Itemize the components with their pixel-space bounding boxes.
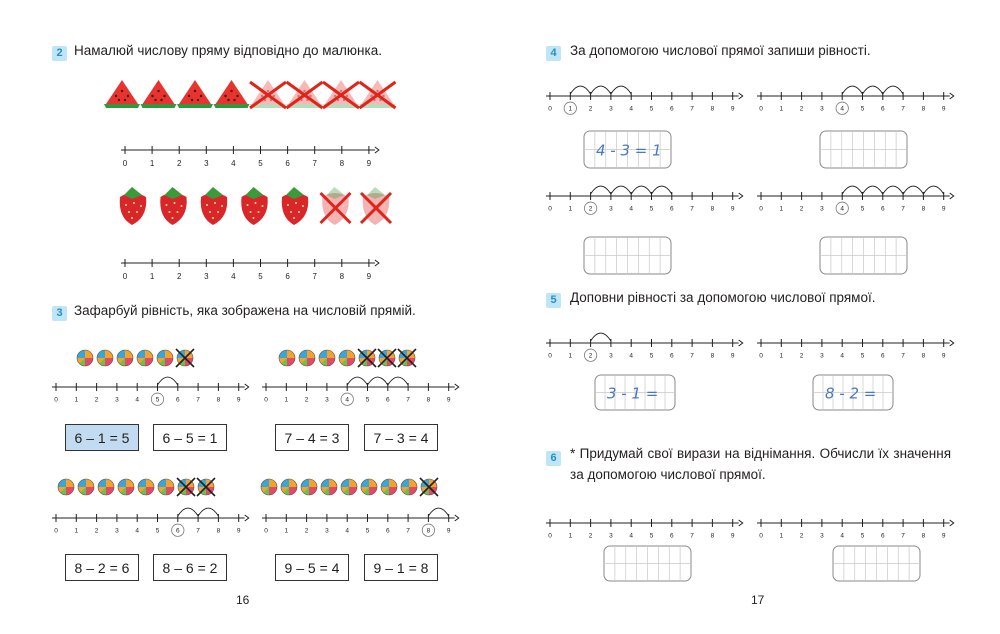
- number-line-tick-label: 2: [799, 352, 804, 360]
- watermelon-icon: [177, 80, 213, 108]
- jump-arc: [631, 186, 651, 194]
- number-line-tick-label: 6: [880, 205, 885, 213]
- number-line-arrow: [455, 515, 459, 521]
- handwritten-answer: 3 - 1 =: [607, 384, 659, 403]
- equation-option-box[interactable]: 6 – 1 = 5: [65, 424, 139, 451]
- number-line-tick-label: 8: [710, 352, 715, 360]
- number-line-tick-label: 6: [669, 205, 674, 213]
- handwritten-answer: 4 - 3 = 1: [596, 141, 662, 160]
- equation-option-box[interactable]: 9 – 5 = 4: [275, 554, 349, 581]
- number-line-tick-label: 3: [609, 352, 613, 360]
- answer-grid-box: [595, 375, 675, 410]
- number-line-tick-label: 0: [759, 532, 763, 540]
- number-line-arrow: [950, 193, 954, 199]
- number-line-tick-label: 9: [941, 532, 946, 540]
- number-line-tick-label: 3: [204, 272, 209, 281]
- number-line-arrow: [245, 515, 249, 521]
- number-line-tick-label: 8: [710, 105, 715, 113]
- jump-arc: [611, 186, 631, 194]
- ball-icon: [97, 350, 113, 366]
- ball-icon: [339, 350, 355, 366]
- number-line: [757, 186, 954, 214]
- strawberry-icon: [282, 187, 308, 225]
- number-line-tick-label: 0: [759, 105, 763, 113]
- number-line-tick-label: 7: [901, 205, 905, 213]
- number-line-tick-label: 1: [779, 532, 784, 540]
- crossed-watermelon-icon: [250, 80, 286, 108]
- number-line-tick-label: 9: [730, 205, 735, 213]
- number-line-tick-label: 0: [122, 272, 128, 281]
- number-line-tick-label: 7: [690, 205, 694, 213]
- number-line-tick-label: 3: [115, 396, 119, 404]
- number-line-tick-label: 3: [820, 205, 824, 213]
- crossed-ball-icon: [420, 478, 438, 496]
- task2-instruction: Намалюй числову пряму відповідно до малюнка.: [74, 43, 382, 58]
- number-line-arrow: [245, 384, 249, 390]
- number-line: [757, 86, 954, 114]
- number-line-tick-label: 8: [710, 205, 715, 213]
- number-line-tick-label: 8: [216, 527, 221, 535]
- jump-arc: [178, 508, 198, 516]
- number-line-tick-label: 7: [690, 352, 694, 360]
- number-line-tick-label: 0: [54, 527, 58, 535]
- jump-arc: [158, 377, 178, 385]
- number-line-tick-label: 3: [204, 159, 209, 168]
- task6-number-badge: 6: [546, 451, 561, 466]
- number-line-tick-label: 8: [339, 272, 345, 281]
- number-line-arrow: [950, 520, 954, 526]
- number-line-tick-label: 1: [149, 272, 155, 281]
- number-line-arrow: [739, 93, 743, 99]
- number-line-tick-label: 7: [196, 396, 200, 404]
- answer-grid-box: [813, 375, 893, 410]
- number-line-tick-label: 1: [568, 352, 573, 360]
- ball-icon: [361, 479, 377, 495]
- number-line-tick-label: 5: [155, 396, 160, 404]
- number-line-tick-label: 8: [921, 105, 926, 113]
- number-line-tick-label: 2: [588, 105, 593, 113]
- number-line-tick-label: 2: [588, 205, 593, 213]
- number-line-tick-label: 8: [426, 527, 431, 535]
- number-line-tick-label: 5: [649, 352, 654, 360]
- number-line-tick-label: 7: [901, 532, 905, 540]
- crossed-ball-icon: [378, 349, 396, 367]
- jump-arc: [652, 186, 672, 194]
- number-line-tick-label: 2: [304, 527, 309, 535]
- task3-instruction: Зафарбуй рівність, яка зображена на числовій прямій.: [74, 303, 416, 318]
- number-line-tick-label: 5: [860, 205, 865, 213]
- task4-number-badge: 4: [546, 46, 561, 61]
- number-line-tick-label: 3: [609, 105, 613, 113]
- crossed-ball-icon: [176, 349, 194, 367]
- number-line-tick-label: 2: [799, 105, 804, 113]
- ball-icon: [77, 350, 93, 366]
- ball-icon: [78, 479, 94, 495]
- number-line-tick-label: 7: [901, 352, 905, 360]
- number-line-tick-label: 4: [345, 527, 350, 535]
- number-line-tick-label: 5: [860, 532, 865, 540]
- answer-grid-box: [820, 131, 907, 168]
- number-line-tick-label: 6: [669, 105, 674, 113]
- number-line-tick-label: 4: [840, 532, 845, 540]
- number-line-tick-label: 9: [941, 352, 946, 360]
- jump-arc: [368, 377, 388, 385]
- crossed-strawberry-icon: [321, 187, 351, 225]
- jump-arc: [903, 186, 923, 194]
- number-line-tick-label: 3: [820, 105, 824, 113]
- number-line-tick-label: 6: [285, 159, 290, 168]
- ball-icon: [261, 479, 277, 495]
- number-line-tick-label: 8: [426, 396, 431, 404]
- number-line-tick-label: 9: [941, 205, 946, 213]
- ball-icon: [301, 479, 317, 495]
- equation-option-box[interactable]: 8 – 2 = 6: [65, 554, 139, 581]
- number-line-tick-label: 1: [284, 396, 289, 404]
- answer-grid-box: [604, 546, 691, 581]
- number-line-tick-label: 8: [921, 532, 926, 540]
- number-line-tick-label: 9: [366, 159, 372, 168]
- crossed-watermelon-icon: [323, 80, 359, 108]
- crossed-ball-icon: [197, 478, 215, 496]
- ball-icon: [319, 350, 335, 366]
- jump-arc: [842, 186, 862, 194]
- number-line-tick-label: 3: [820, 352, 824, 360]
- jump-arc: [611, 86, 631, 94]
- number-line-arrow: [375, 147, 379, 153]
- number-line-tick-label: 7: [406, 527, 410, 535]
- number-line-tick-label: 6: [285, 272, 290, 281]
- equation-option-box[interactable]: 6 – 5 = 1: [153, 424, 227, 451]
- number-line-tick-label: 2: [588, 352, 593, 360]
- jump-arc: [570, 86, 590, 94]
- number-line: [262, 377, 459, 405]
- number-line-tick-label: 8: [921, 352, 926, 360]
- number-line: [121, 146, 379, 168]
- number-line: [546, 333, 743, 361]
- jump-arc: [388, 377, 408, 385]
- number-line-tick-label: 7: [690, 532, 694, 540]
- watermelon-icon: [104, 80, 140, 108]
- number-line-tick-label: 7: [690, 105, 694, 113]
- number-line-tick-label: 9: [236, 396, 241, 404]
- ball-icon: [401, 479, 417, 495]
- number-line-tick-label: 6: [880, 105, 885, 113]
- number-line-tick-label: 2: [94, 396, 99, 404]
- number-line-tick-label: 4: [840, 205, 845, 213]
- handwritten-answer: 8 - 2 =: [825, 384, 877, 403]
- watermelon-icon: [141, 80, 177, 108]
- number-line-tick-label: 4: [629, 205, 634, 213]
- number-line-tick-label: 1: [568, 205, 573, 213]
- number-line-tick-label: 4: [840, 352, 845, 360]
- task5-instruction: Доповни рівності за допомогою числової прямої.: [570, 290, 876, 305]
- number-line-tick-label: 8: [216, 396, 221, 404]
- number-line-tick-label: 3: [325, 396, 329, 404]
- crossed-watermelon-icon: [287, 80, 323, 108]
- number-line-tick-label: 6: [385, 527, 390, 535]
- strawberry-icon: [120, 187, 146, 225]
- number-line-tick-label: 6: [669, 532, 674, 540]
- number-line-tick-label: 6: [175, 396, 180, 404]
- number-line-tick-label: 7: [406, 396, 410, 404]
- number-line-tick-label: 4: [135, 396, 140, 404]
- number-line-tick-label: 6: [880, 352, 885, 360]
- number-line-tick-label: 4: [629, 532, 634, 540]
- number-line-tick-label: 5: [365, 527, 370, 535]
- number-line-tick-label: 2: [588, 532, 593, 540]
- number-line-tick-label: 4: [840, 105, 845, 113]
- number-line-tick-label: 9: [941, 105, 946, 113]
- page-number-right: 17: [751, 593, 765, 607]
- ball-icon: [137, 350, 153, 366]
- number-line-tick-label: 3: [609, 205, 613, 213]
- number-line-tick-label: 9: [366, 272, 372, 281]
- number-line-tick-label: 5: [258, 159, 263, 168]
- crossed-strawberry-icon: [361, 187, 391, 225]
- answer-grid-box: [833, 546, 920, 581]
- number-line-tick-label: 9: [236, 527, 241, 535]
- jump-arc: [923, 186, 943, 194]
- task3-number-badge: 3: [52, 306, 67, 321]
- answer-grid-box: [584, 131, 671, 168]
- number-line-tick-label: 4: [135, 527, 140, 535]
- number-line-tick-label: 0: [264, 396, 268, 404]
- strawberry-icon: [241, 187, 267, 225]
- equation-option-box[interactable]: 8 – 6 = 2: [153, 554, 227, 581]
- jump-arc: [883, 186, 903, 194]
- jump-arc: [198, 508, 218, 516]
- number-line-tick-label: 7: [901, 105, 905, 113]
- number-line-tick-label: 9: [730, 532, 735, 540]
- ball-icon: [118, 479, 134, 495]
- number-line-tick-label: 0: [548, 105, 552, 113]
- number-line-tick-label: 9: [730, 352, 735, 360]
- number-line-tick-label: 8: [339, 159, 345, 168]
- number-line-tick-label: 2: [94, 527, 99, 535]
- number-line-tick-label: 0: [548, 532, 552, 540]
- jump-arc: [591, 86, 611, 94]
- number-line-tick-label: 9: [446, 527, 451, 535]
- number-line-arrow: [739, 340, 743, 346]
- number-line-arrow: [455, 384, 459, 390]
- ball-icon: [279, 350, 295, 366]
- number-line-tick-label: 0: [122, 159, 128, 168]
- number-line-tick-label: 1: [568, 532, 573, 540]
- number-line-tick-label: 1: [779, 352, 784, 360]
- number-line: [52, 377, 249, 405]
- number-line-arrow: [950, 93, 954, 99]
- equation-option-box[interactable]: 9 – 1 = 8: [364, 554, 438, 581]
- task6-instruction: * Придумай свої вирази на віднімання. Обчисли їх значення за допомогою числової прямої.: [570, 446, 951, 482]
- ball-icon: [98, 479, 114, 495]
- equation-option-box[interactable]: 7 – 3 = 4: [364, 424, 438, 451]
- number-line-tick-label: 3: [820, 532, 824, 540]
- number-line-tick-label: 2: [799, 205, 804, 213]
- jump-arc: [428, 508, 448, 516]
- ball-icon: [117, 350, 133, 366]
- jump-arc: [863, 86, 883, 94]
- ball-icon: [341, 479, 357, 495]
- number-line-tick-label: 4: [629, 352, 634, 360]
- watermelon-icon: [214, 80, 250, 108]
- crossed-watermelon-icon: [360, 80, 396, 108]
- number-line-tick-label: 5: [649, 532, 654, 540]
- number-line-tick-label: 7: [312, 159, 317, 168]
- jump-arc: [591, 333, 611, 341]
- number-line-tick-label: 8: [710, 532, 715, 540]
- number-line-tick-label: 0: [548, 352, 552, 360]
- number-line-arrow: [739, 520, 743, 526]
- crossed-ball-icon: [177, 478, 195, 496]
- number-line-tick-label: 1: [568, 105, 573, 113]
- number-line-tick-label: 5: [860, 352, 865, 360]
- number-line: [121, 259, 379, 281]
- number-line-tick-label: 5: [365, 396, 370, 404]
- number-line-tick-label: 8: [921, 205, 926, 213]
- ball-icon: [281, 479, 297, 495]
- number-line-arrow: [739, 193, 743, 199]
- number-line-tick-label: 6: [669, 352, 674, 360]
- ball-icon: [158, 479, 174, 495]
- number-line-tick-label: 5: [258, 272, 263, 281]
- number-line-tick-label: 0: [759, 352, 763, 360]
- number-line-tick-label: 4: [345, 396, 350, 404]
- number-line-tick-label: 2: [176, 159, 182, 168]
- number-line: [546, 186, 743, 214]
- ball-icon: [299, 350, 315, 366]
- number-line-tick-label: 2: [799, 532, 804, 540]
- number-line-tick-label: 1: [74, 527, 79, 535]
- number-line-tick-label: 4: [231, 159, 236, 168]
- task5-number-badge: 5: [546, 293, 561, 308]
- number-line-tick-label: 5: [155, 527, 160, 535]
- ball-icon: [157, 350, 173, 366]
- ball-icon: [58, 479, 74, 495]
- ball-icon: [321, 479, 337, 495]
- strawberry-icon: [201, 187, 227, 225]
- number-line-tick-label: 7: [312, 272, 317, 281]
- jump-arc: [883, 86, 903, 94]
- number-line-tick-label: 6: [880, 532, 885, 540]
- number-line-tick-label: 0: [264, 527, 268, 535]
- number-line-tick-label: 3: [325, 527, 329, 535]
- answer-grid-box: [820, 237, 907, 274]
- number-line-tick-label: 2: [304, 396, 309, 404]
- number-line: [757, 519, 954, 540]
- ball-icon: [138, 479, 154, 495]
- number-line-tick-label: 5: [649, 205, 654, 213]
- jump-arc: [591, 186, 611, 194]
- jump-arc: [842, 86, 862, 94]
- number-line: [52, 508, 249, 536]
- number-line-tick-label: 1: [74, 396, 79, 404]
- number-line-tick-label: 1: [779, 105, 784, 113]
- number-line-tick-label: 4: [629, 105, 634, 113]
- number-line-tick-label: 0: [54, 396, 58, 404]
- task4-instruction: За допомогою числової прямої запиши рівності.: [570, 43, 871, 58]
- number-line: [757, 339, 954, 360]
- number-line-tick-label: 4: [231, 272, 236, 281]
- number-line-tick-label: 1: [779, 205, 784, 213]
- answer-grid-box: [584, 237, 671, 274]
- number-line-arrow: [375, 260, 379, 266]
- number-line-tick-label: 7: [196, 527, 200, 535]
- number-line-tick-label: 6: [385, 396, 390, 404]
- number-line-tick-label: 9: [446, 396, 451, 404]
- number-line: [262, 508, 459, 536]
- jump-arc: [347, 377, 367, 385]
- number-line-tick-label: 5: [649, 105, 654, 113]
- right-page-illustrations: [500, 0, 1000, 634]
- crossed-ball-icon: [358, 349, 376, 367]
- number-line-tick-label: 0: [548, 205, 552, 213]
- number-line-tick-label: 1: [149, 159, 155, 168]
- ball-icon: [381, 479, 397, 495]
- number-line-tick-label: 9: [730, 105, 735, 113]
- number-line-arrow: [950, 340, 954, 346]
- number-line-tick-label: 3: [115, 527, 119, 535]
- equation-option-box[interactable]: 7 – 4 = 3: [275, 424, 349, 451]
- number-line: [546, 519, 743, 540]
- number-line-tick-label: 3: [609, 532, 613, 540]
- number-line-tick-label: 2: [176, 272, 182, 281]
- strawberry-icon: [160, 187, 186, 225]
- crossed-ball-icon: [398, 349, 416, 367]
- number-line-tick-label: 1: [284, 527, 289, 535]
- number-line-tick-label: 0: [759, 205, 763, 213]
- jump-arc: [863, 186, 883, 194]
- number-line: [546, 86, 743, 114]
- number-line-tick-label: 5: [860, 105, 865, 113]
- number-line-tick-label: 6: [175, 527, 180, 535]
- task2-number-badge: 2: [52, 46, 67, 61]
- page-number-left: 16: [236, 593, 250, 607]
